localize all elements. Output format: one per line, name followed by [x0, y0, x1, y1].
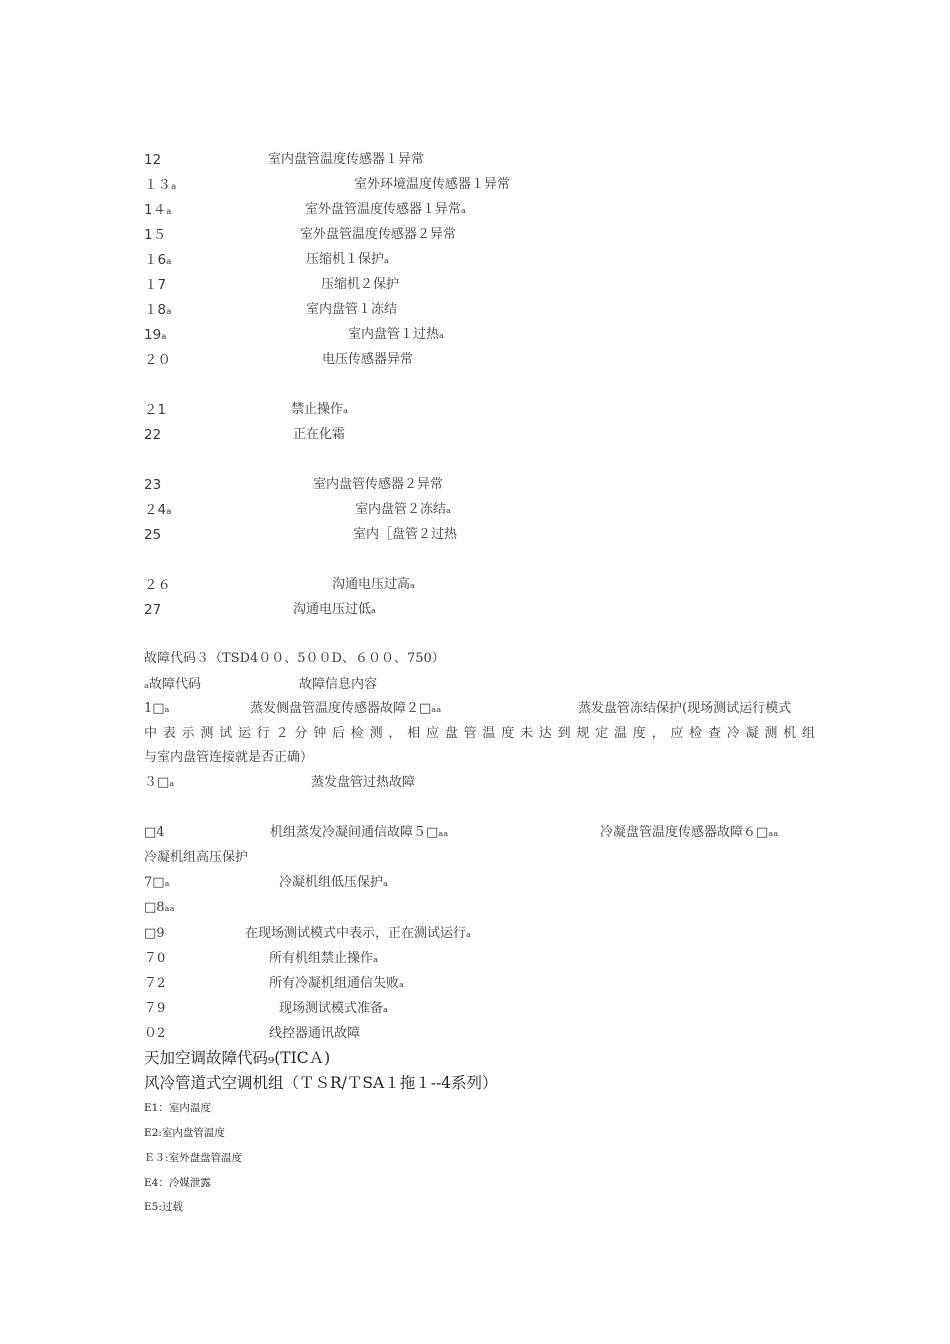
- section-title: 故障代码３（TSD4００、5００D、６００、750）: [144, 651, 445, 666]
- fault-code: ３□ₐ: [144, 775, 175, 790]
- paragraph-continuation: 与室内盘管连接就是否正确）: [144, 750, 314, 765]
- fault-description: 所有冷凝机组通信失败ₐ: [269, 976, 405, 991]
- paragraph-continuation: 冷凝机组高压保护: [144, 850, 249, 865]
- column-header-code: ₐ故障代码: [144, 677, 202, 692]
- fault-description: 室外盘管温度传感器１异常ₐ: [305, 202, 467, 217]
- fault-code: □8ₐₐ: [144, 900, 175, 915]
- fault-code: 27: [144, 602, 162, 618]
- fault-code: 12: [144, 152, 162, 168]
- fault-description: 蒸发盘管冻结保护(现场测试运行模式: [578, 701, 792, 716]
- heading: 天加空调故障代码₉(TICＡ): [144, 1049, 331, 1067]
- fault-code: ２1: [144, 402, 167, 418]
- list-item: E5:过载: [144, 1201, 183, 1213]
- fault-code: 25: [144, 527, 162, 543]
- fault-description: 冷凝盘管温度传感器故障６□ₐₐ: [600, 825, 779, 840]
- fault-description: 沟通电压过高ₐ: [332, 577, 416, 592]
- fault-description: 室内盘管１冻结: [306, 302, 398, 317]
- paragraph-continuation: 中表示测试运行２分钟后检测，相应盘管温度未达到规定温度，应检查冷凝测机组: [144, 726, 816, 741]
- fault-code: ２６: [144, 577, 171, 593]
- fault-description: 现场测试模式准备ₐ: [279, 1001, 389, 1016]
- fault-description: 机组蒸发冷凝间通信故障５□ₐₐ: [270, 825, 449, 840]
- fault-description: 蒸发盘管过热故障: [311, 775, 416, 790]
- fault-description: 沟通电压过低ₐ: [293, 602, 377, 617]
- fault-code: １7: [144, 277, 167, 293]
- fault-description: 所有机组禁止操作ₐ: [269, 951, 379, 966]
- fault-description: 冷凝机组低压保护ₐ: [279, 875, 389, 890]
- list-item: Ｅ３:室外盘盘管温度: [144, 1152, 243, 1164]
- fault-description: 正在化霜: [293, 427, 346, 442]
- list-item: E1：室内温度: [144, 1102, 211, 1114]
- fault-description: 在现场测试模式中表示，正在测试运行ₐ: [245, 926, 472, 941]
- fault-code: 19ₐ: [144, 327, 167, 343]
- fault-description: 室内盘管２冻结ₐ: [355, 502, 452, 517]
- list-item: E4：冷媒泄露: [144, 1177, 211, 1189]
- fault-code: □4: [144, 825, 165, 840]
- fault-description: 室内盘管温度传感器１异常: [268, 152, 425, 167]
- fault-description: 室内盘管传感器２异常: [313, 477, 444, 492]
- fault-code: □9: [144, 926, 165, 941]
- column-header-info: 故障信息内容: [299, 677, 378, 692]
- fault-description: 压缩机１保护ₐ: [306, 252, 390, 267]
- fault-description: 线控器通讯故障: [269, 1026, 361, 1041]
- fault-code: 23: [144, 477, 162, 493]
- fault-code: 1□ₐ: [144, 701, 170, 716]
- fault-code: ２０: [144, 352, 171, 368]
- fault-code: ２4ₐ: [144, 502, 172, 518]
- fault-code: 22: [144, 427, 162, 443]
- fault-description: 蒸发侧盘管温度传感器故障２□ₐₐ: [250, 701, 442, 716]
- fault-code: ７0: [144, 951, 166, 966]
- fault-description: 压缩机２保护: [321, 277, 400, 292]
- list-item: E2:室内盘管温度: [144, 1127, 225, 1139]
- fault-code: １３ₐ: [144, 177, 177, 193]
- fault-code: ０2: [144, 1026, 166, 1041]
- fault-code: １8ₐ: [144, 302, 172, 318]
- fault-code: 1４ₐ: [144, 202, 172, 218]
- fault-code: １6ₐ: [144, 252, 172, 268]
- subheading: 风冷管道式空调机组（ＴＳR/ＴSA１拖１--4系列）: [144, 1074, 498, 1092]
- fault-description: 室内盘管１过热ₐ: [348, 327, 445, 342]
- fault-code: ７9: [144, 1001, 166, 1016]
- fault-description: 电压传感器异常: [322, 352, 414, 367]
- fault-code: 7□ₐ: [144, 875, 170, 890]
- fault-description: 禁止操作ₐ: [291, 402, 349, 417]
- fault-description: 室内［盘管２过热: [353, 527, 458, 542]
- fault-code: 1５: [144, 227, 167, 243]
- fault-code: ７2: [144, 976, 166, 991]
- fault-description: 室外环境温度传感器１异常: [354, 177, 511, 192]
- fault-description: 室外盘管温度传感器２异常: [300, 227, 457, 242]
